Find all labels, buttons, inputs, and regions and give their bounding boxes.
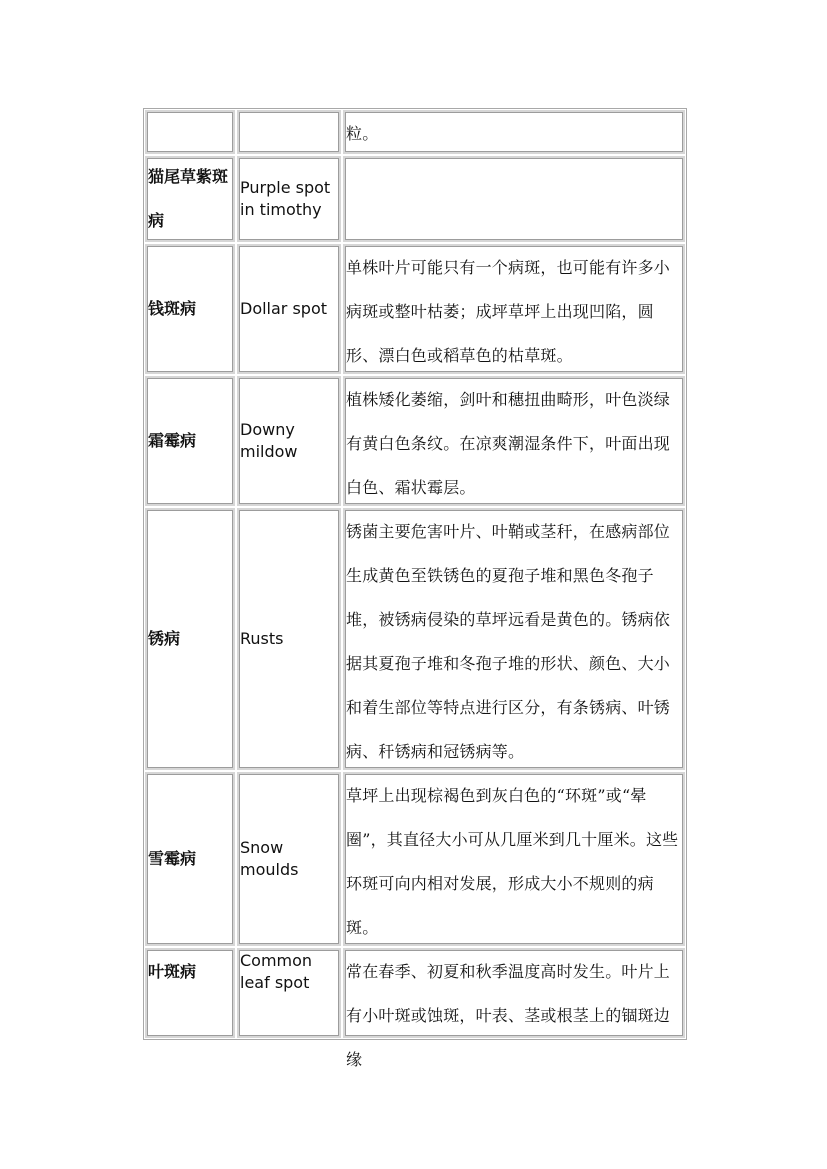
description-cell: 单株叶片可能只有一个病斑，也可能有许多小病斑或整叶枯萎；成坪草坪上出现凹陷，圆形、漂白色或稻草色的枯草斑。 [343,244,685,374]
chinese-name-cell: 雪霉病 [145,772,235,946]
english-name-cell: Downy mildow [237,376,341,506]
table-row [144,109,686,155]
description-cell: 草坪上出现棕褐色到灰白色的“环斑”或“晕圈”，其直径大小可从几厘米到几十厘米。这些环斑可向内相对发展，形成大小不规则的病斑。 [343,772,685,946]
chinese-name-cell: 猫尾草紫斑病 [145,156,235,242]
table-row [144,507,686,771]
table-row [144,375,686,507]
chinese-name-cell: 钱斑病 [145,244,235,374]
chinese-name-cell: 锈病 [145,508,235,770]
english-name-cell: Snow moulds [237,772,341,946]
description-cell: 常在春季、初夏和秋季温度高时发生。叶片上有小叶斑或蚀斑，叶表、茎或根茎上的锢斑边缘 [343,948,685,1038]
chinese-name-cell [145,110,235,154]
english-name-cell: Dollar spot [237,244,341,374]
english-name-cell: Rusts [237,508,341,770]
description-cell: 锈菌主要危害叶片、叶鞘或茎秆，在感病部位生成黄色至铁锈色的夏孢子堆和黑色冬孢子堆，被锈病侵染的草坪远看是黄色的。锈病依据其夏孢子堆和冬孢子堆的形状、颜色、大小和着生部位等特点进行区分，有条锈病、叶锈病、秆锈病和冠锈病等。 [343,508,685,770]
description-cell: 粒。 [343,110,685,154]
description-cell [343,156,685,242]
english-name-cell: Purple spot in timothy [237,156,341,242]
chinese-name-cell: 叶斑病 [145,948,235,1038]
disease-table [143,108,687,1069]
table-row [144,771,686,947]
description-cell: 植株矮化萎缩，剑叶和穗扭曲畸形，叶色淡绿有黄白色条纹。在凉爽潮湿条件下，叶面出现白色、霜状霉层。 [343,376,685,506]
english-name-cell [237,110,341,154]
table-row [144,243,686,375]
table-row [144,155,686,243]
table-row [144,947,686,1069]
chinese-name-cell: 霜霉病 [145,376,235,506]
english-name-cell: Common leaf spot [237,948,341,1038]
